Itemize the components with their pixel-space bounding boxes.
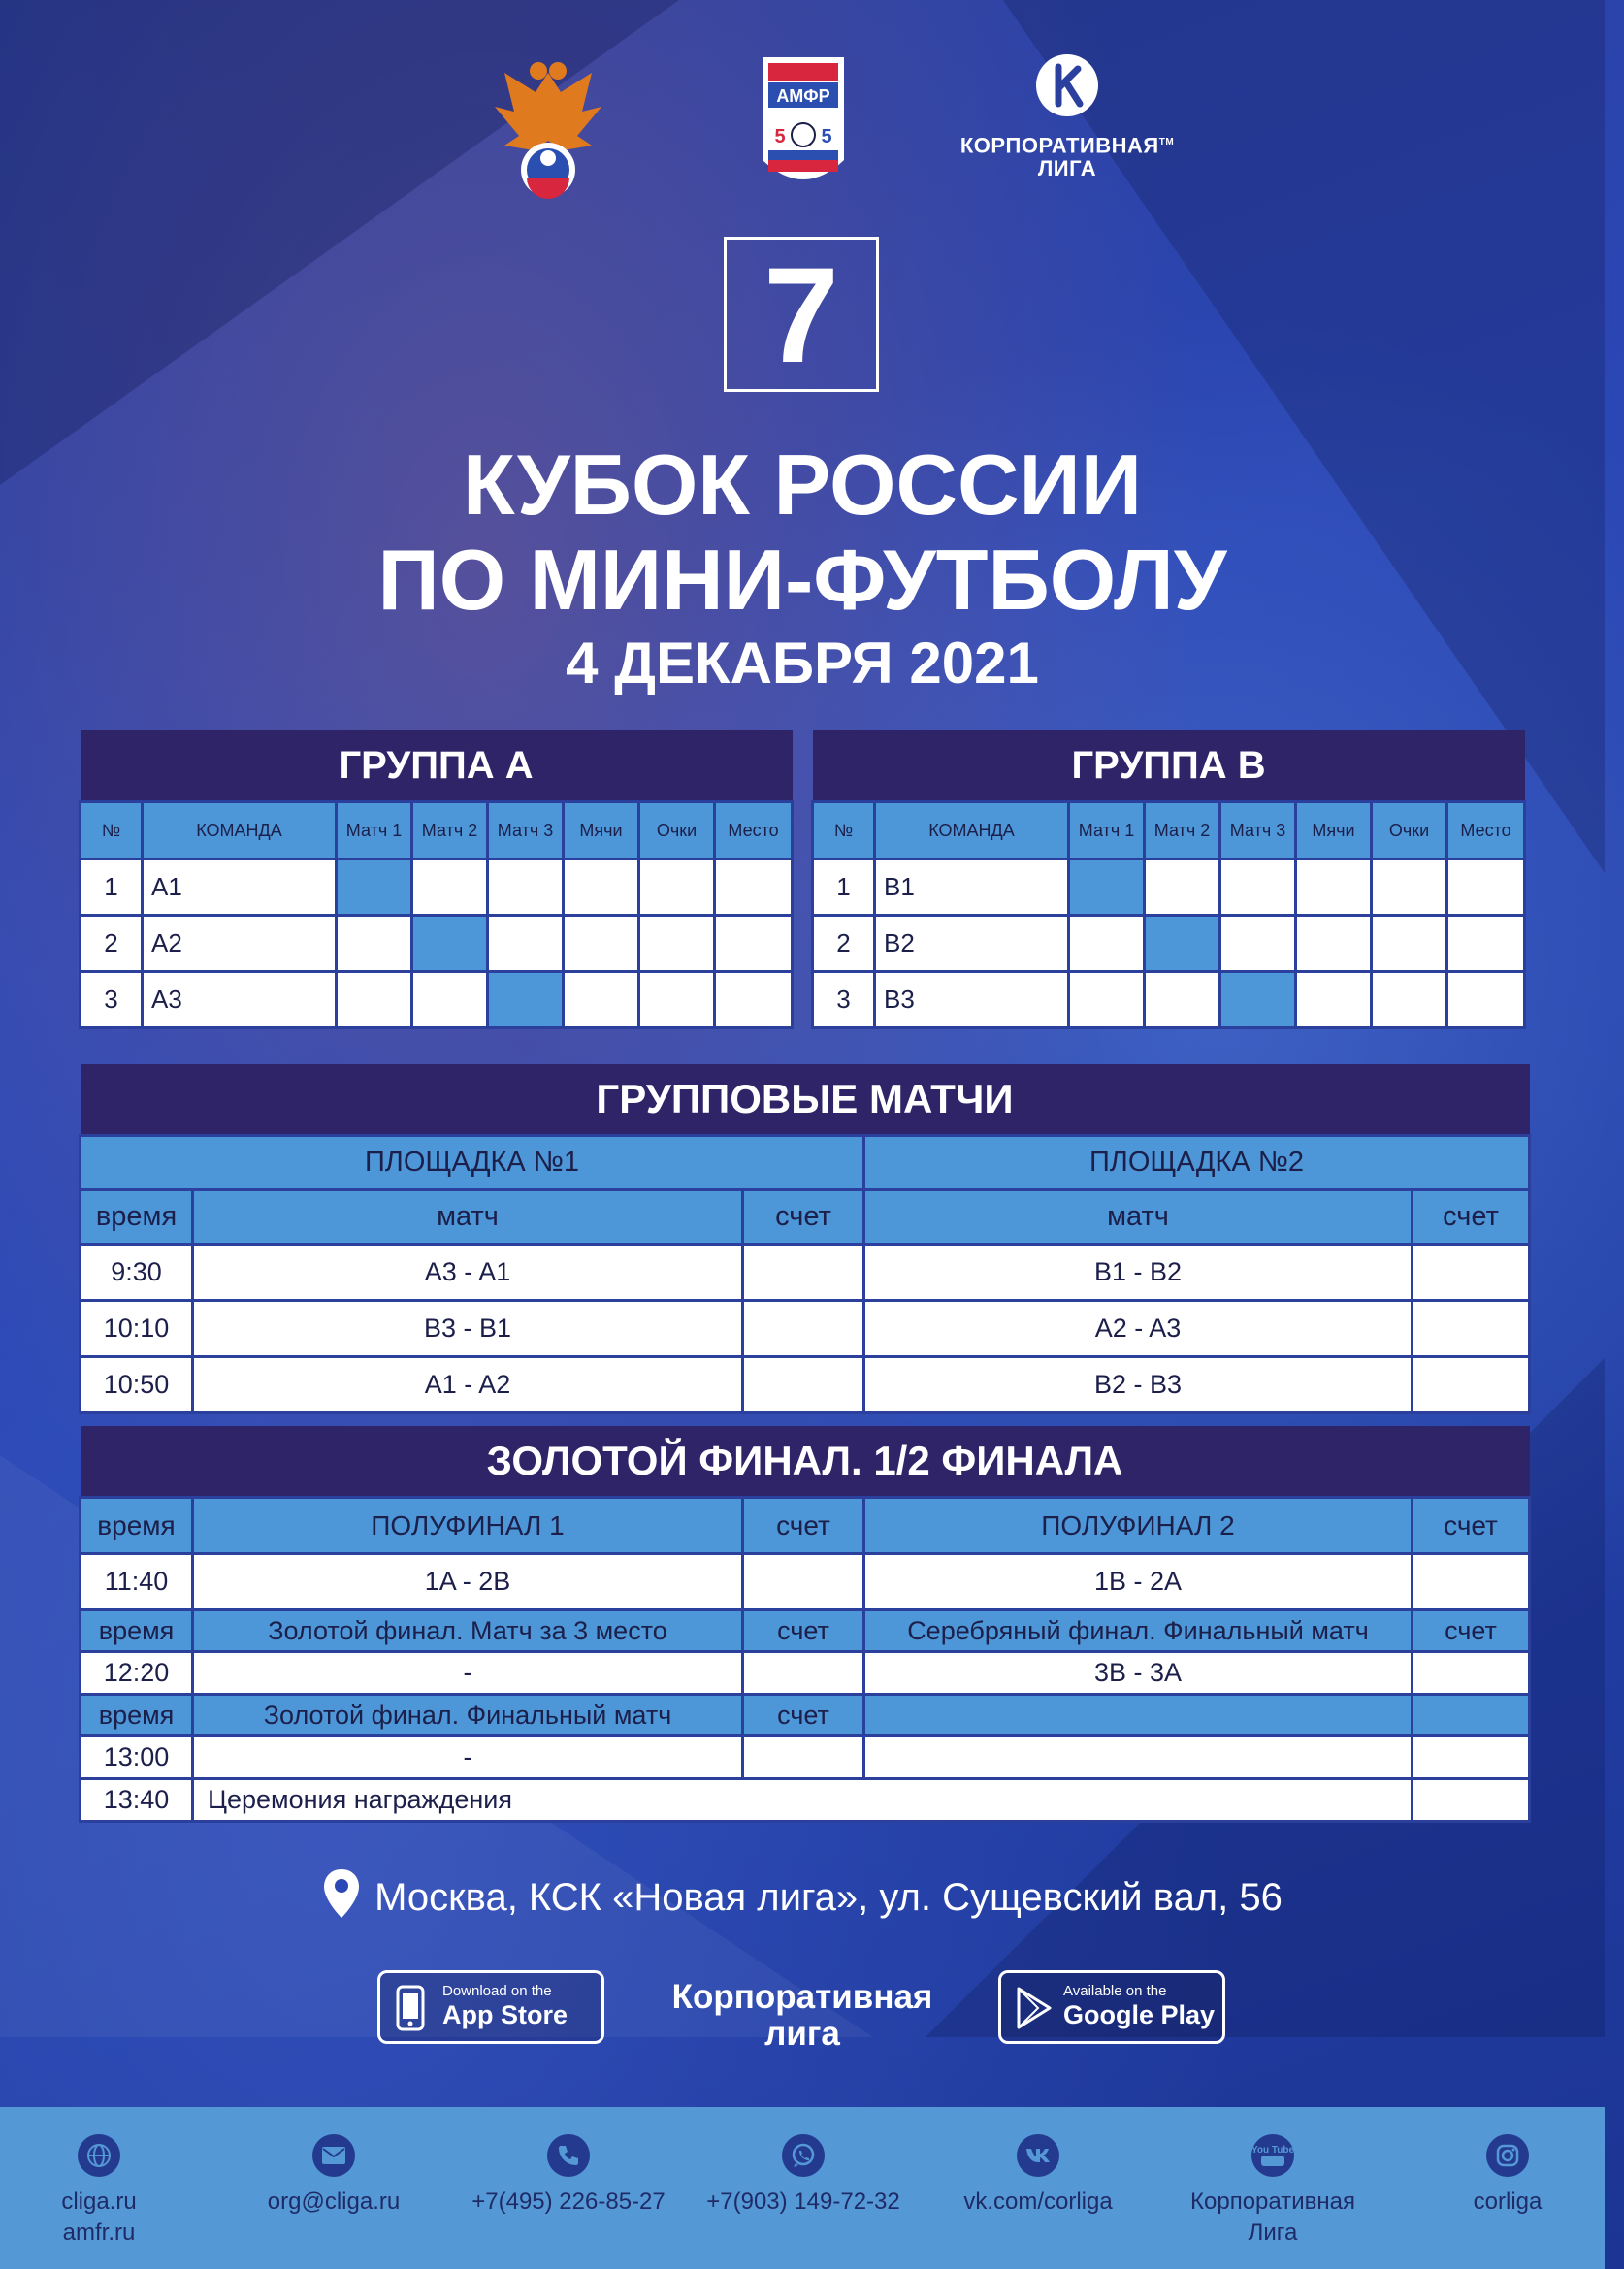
- column-header-time: время: [81, 1498, 193, 1554]
- column-header-time: время: [81, 1610, 193, 1652]
- row-number: 1: [813, 859, 875, 916]
- vk-link[interactable]: vk.com/corliga: [963, 2188, 1113, 2215]
- score-cell: [743, 1357, 864, 1413]
- empty-header: [864, 1695, 1413, 1736]
- youtube-channel-line1[interactable]: Корпоративная: [1190, 2188, 1355, 2215]
- score-cell: [743, 1554, 864, 1610]
- match-time: 10:10: [81, 1301, 193, 1357]
- corp-line2: лига: [764, 2015, 840, 2053]
- match-pairing: B1 - B2: [864, 1245, 1413, 1301]
- column-header: Место: [1447, 802, 1525, 859]
- column-header: №: [81, 802, 143, 859]
- app-store-small-text: Download on the: [442, 1983, 552, 1999]
- app-store-label: App Store: [442, 2000, 568, 2029]
- match-pairing: B3 - B1: [193, 1301, 743, 1357]
- row-number: 3: [81, 972, 143, 1028]
- score-cell: [743, 1301, 864, 1357]
- corporate-league-line1: КОРПОРАТИВНАЯ: [959, 133, 1159, 158]
- app-store-badge[interactable]: [377, 1970, 604, 2044]
- result-cell: [337, 916, 412, 972]
- team-name: B3: [875, 972, 1069, 1028]
- column-header: Матч 3: [488, 802, 564, 859]
- empty-cell: [864, 1736, 1413, 1779]
- venue-address: Москва, КСК «Новая лига», ул. Сущевский вал, 56: [374, 1876, 1283, 1919]
- score-cell: [1413, 1301, 1530, 1357]
- table-row: [81, 859, 793, 916]
- column-header-time: время: [81, 1695, 193, 1736]
- result-cell: [564, 916, 639, 972]
- envelope-icon: [312, 2134, 355, 2177]
- amfr-number-left: 5: [774, 126, 786, 147]
- team-name: A3: [143, 972, 337, 1028]
- result-cell: [1145, 859, 1220, 916]
- result-cell: [639, 859, 715, 916]
- rfs-eagle-logo: [485, 53, 611, 209]
- column-header: Матч 1: [337, 802, 412, 859]
- trademark-mark: TM: [1158, 137, 1175, 147]
- table-row: [81, 1301, 1530, 1357]
- table-row: [81, 1736, 1530, 1779]
- group-a-title: ГРУППА А: [81, 730, 793, 802]
- group-b-table: [811, 730, 1526, 1029]
- result-cell: [1372, 859, 1447, 916]
- instagram-handle[interactable]: corliga: [1473, 2188, 1543, 2215]
- column-header-score: счет: [743, 1190, 864, 1245]
- column-header-score: счет: [1413, 1498, 1530, 1554]
- column-header-score: счет: [743, 1498, 864, 1554]
- court-1-header: ПЛОЩАДКА №1: [81, 1136, 864, 1190]
- corporate-league-k-icon: [1035, 53, 1099, 117]
- match-pairing: 1A - 2B: [193, 1554, 743, 1610]
- result-cell: [715, 916, 793, 972]
- semifinal-1-header: ПОЛУФИНАЛ 1: [193, 1498, 743, 1554]
- score-cell: [1413, 1652, 1530, 1695]
- column-header: Место: [715, 802, 793, 859]
- score-cell: [1413, 1245, 1530, 1301]
- result-cell: [564, 859, 639, 916]
- blocked-cell: [488, 972, 564, 1028]
- score-cell: [1413, 1554, 1530, 1610]
- phone-icon: [394, 1985, 427, 2036]
- column-header: Мячи: [1296, 802, 1372, 859]
- instagram-icon: [1486, 2134, 1529, 2177]
- award-ceremony: Церемония награждения: [193, 1779, 1413, 1822]
- result-cell: [639, 972, 715, 1028]
- corp-line1: Корпоративная: [671, 1978, 933, 2016]
- globe-icon: [78, 2134, 120, 2177]
- title-line1: КУБОК РОССИИ: [462, 437, 1143, 533]
- column-header: Мячи: [564, 802, 639, 859]
- score-cell: [1413, 1736, 1530, 1779]
- email-address[interactable]: org@cliga.ru: [267, 2188, 401, 2215]
- table-row: [81, 1245, 1530, 1301]
- result-cell: [1296, 972, 1372, 1028]
- column-header-time: время: [81, 1190, 193, 1245]
- result-cell: [639, 916, 715, 972]
- team-name: B2: [875, 916, 1069, 972]
- edition-number: 7: [724, 237, 879, 392]
- match-pairing: A2 - A3: [864, 1301, 1413, 1357]
- court-2-header: ПЛОЩАДКА №2: [864, 1136, 1530, 1190]
- score-cell: [743, 1245, 864, 1301]
- score-cell: [743, 1652, 864, 1695]
- row-number: 3: [813, 972, 875, 1028]
- result-cell: [1069, 972, 1145, 1028]
- result-cell: [1296, 916, 1372, 972]
- result-cell: [488, 859, 564, 916]
- match-pairing: 3B - 3A: [864, 1652, 1413, 1695]
- corporate-league-line2: ЛИГА: [1037, 156, 1097, 181]
- location-pin-icon: [322, 1867, 361, 1929]
- youtube-channel-line2[interactable]: Лига: [1248, 2220, 1298, 2246]
- website-cliga[interactable]: cliga.ru: [61, 2188, 137, 2215]
- column-header: КОМАНДА: [875, 802, 1069, 859]
- corporate-league-logo: [951, 53, 1184, 199]
- match-pairing: A1 - A2: [193, 1357, 743, 1413]
- footer-youtube[interactable]: [1156, 2134, 1389, 2249]
- result-cell: [1372, 972, 1447, 1028]
- blocked-cell: [1145, 916, 1220, 972]
- table-row: [813, 859, 1525, 916]
- result-cell: [412, 972, 488, 1028]
- group-matches-title: ГРУППОВЫЕ МАТЧИ: [81, 1064, 1530, 1136]
- result-cell: [1447, 972, 1525, 1028]
- footer-phone-1[interactable]: [452, 2134, 685, 2218]
- footer-email[interactable]: [217, 2134, 450, 2218]
- table-row: [81, 1779, 1530, 1822]
- result-cell: [1296, 859, 1372, 916]
- amfr-logo: [759, 53, 848, 199]
- table-row: [813, 916, 1525, 972]
- match-time: 13:40: [81, 1779, 193, 1822]
- table-row: [81, 1652, 1530, 1695]
- footer-vk[interactable]: [922, 2134, 1154, 2218]
- footer-instagram[interactable]: [1391, 2134, 1624, 2218]
- column-header: Матч 1: [1069, 802, 1145, 859]
- table-row: [81, 972, 793, 1028]
- phone-number-1[interactable]: +7(495) 226-85-27: [471, 2188, 666, 2215]
- match-pairing: -: [193, 1736, 743, 1779]
- phone-handset-icon: [547, 2134, 590, 2177]
- result-cell: [715, 859, 793, 916]
- table-row: [81, 1554, 1530, 1610]
- amfr-number-right: 5: [821, 126, 832, 147]
- blocked-cell: [337, 859, 412, 916]
- finals-title: ЗОЛОТОЙ ФИНАЛ. 1/2 ФИНАЛА: [81, 1426, 1530, 1498]
- whatsapp-icon: [782, 2134, 825, 2177]
- group-matches-table: [79, 1064, 1531, 1414]
- match-time: 12:20: [81, 1652, 193, 1695]
- column-header: Очки: [639, 802, 715, 859]
- score-cell: [1413, 1779, 1530, 1822]
- website-amfr[interactable]: amfr.ru: [62, 2220, 136, 2246]
- phone-number-2[interactable]: +7(903) 149-72-32: [706, 2188, 900, 2215]
- team-name: A2: [143, 916, 337, 972]
- result-cell: [715, 972, 793, 1028]
- blocked-cell: [1220, 972, 1296, 1028]
- team-name: B1: [875, 859, 1069, 916]
- youtube-icon: [1251, 2134, 1294, 2177]
- column-header-score: счет: [1413, 1190, 1530, 1245]
- result-cell: [1145, 972, 1220, 1028]
- result-cell: [1220, 859, 1296, 916]
- row-number: 2: [813, 916, 875, 972]
- column-header-score: счет: [1413, 1610, 1530, 1652]
- group-a-table: [79, 730, 794, 1029]
- google-play-small-text: Available on the: [1063, 1983, 1167, 1999]
- match-pairing: 1B - 2A: [864, 1554, 1413, 1610]
- column-header-match: матч: [864, 1190, 1413, 1245]
- google-play-badge[interactable]: [998, 1970, 1225, 2044]
- result-cell: [488, 916, 564, 972]
- column-header: Очки: [1372, 802, 1447, 859]
- match-time: 13:00: [81, 1736, 193, 1779]
- logos-row: [0, 53, 1605, 209]
- footer-phone-2[interactable]: [687, 2134, 920, 2218]
- footer-websites[interactable]: [0, 2134, 215, 2249]
- column-header: Матч 2: [412, 802, 488, 859]
- result-cell: [1069, 916, 1145, 972]
- venue-line: [0, 1867, 1605, 1929]
- event-date: 4 ДЕКАБРЯ 2021: [566, 631, 1039, 696]
- contacts-footer: [0, 2107, 1605, 2269]
- result-cell: [1220, 916, 1296, 972]
- youtube-icon-text: You Tube: [1250, 2145, 1295, 2156]
- row-number: 1: [81, 859, 143, 916]
- group-b-title: ГРУППА В: [813, 730, 1525, 802]
- match-pairing: A3 - A1: [193, 1245, 743, 1301]
- column-header: Матч 2: [1145, 802, 1220, 859]
- semifinal-2-header: ПОЛУФИНАЛ 2: [864, 1498, 1413, 1554]
- third-place-header: Золотой финал. Матч за 3 место: [193, 1610, 743, 1652]
- finals-table: [79, 1426, 1531, 1823]
- vk-icon: [1017, 2134, 1059, 2177]
- row-number: 2: [81, 916, 143, 972]
- column-header: Матч 3: [1220, 802, 1296, 859]
- corporate-league-app-label: [637, 1979, 967, 2053]
- table-row: [81, 1357, 1530, 1413]
- column-header-score: счет: [743, 1695, 864, 1736]
- result-cell: [337, 972, 412, 1028]
- team-name: A1: [143, 859, 337, 916]
- match-time: 11:40: [81, 1554, 193, 1610]
- blocked-cell: [1069, 859, 1145, 916]
- google-play-label: Google Play: [1063, 2000, 1216, 2029]
- silver-final-header: Серебряный финал. Финальный матч: [864, 1610, 1413, 1652]
- result-cell: [1447, 859, 1525, 916]
- column-header-match: матч: [193, 1190, 743, 1245]
- result-cell: [1372, 916, 1447, 972]
- blocked-cell: [412, 916, 488, 972]
- match-pairing: -: [193, 1652, 743, 1695]
- amfr-badge-text: АМФР: [776, 86, 830, 106]
- title-line2: ПО МИНИ-ФУТБОЛУ: [377, 532, 1227, 628]
- match-time: 10:50: [81, 1357, 193, 1413]
- play-icon: [1015, 1985, 1054, 2036]
- column-header: №: [813, 802, 875, 859]
- table-row: [813, 972, 1525, 1028]
- result-cell: [412, 859, 488, 916]
- score-cell: [1413, 1357, 1530, 1413]
- result-cell: [564, 972, 639, 1028]
- match-pairing: B2 - B3: [864, 1357, 1413, 1413]
- result-cell: [1447, 916, 1525, 972]
- column-header: КОМАНДА: [143, 802, 337, 859]
- gold-final-header: Золотой финал. Финальный матч: [193, 1695, 743, 1736]
- empty-header: [1413, 1695, 1530, 1736]
- table-row: [81, 916, 793, 972]
- score-cell: [743, 1736, 864, 1779]
- match-time: 9:30: [81, 1245, 193, 1301]
- column-header-score: счет: [743, 1610, 864, 1652]
